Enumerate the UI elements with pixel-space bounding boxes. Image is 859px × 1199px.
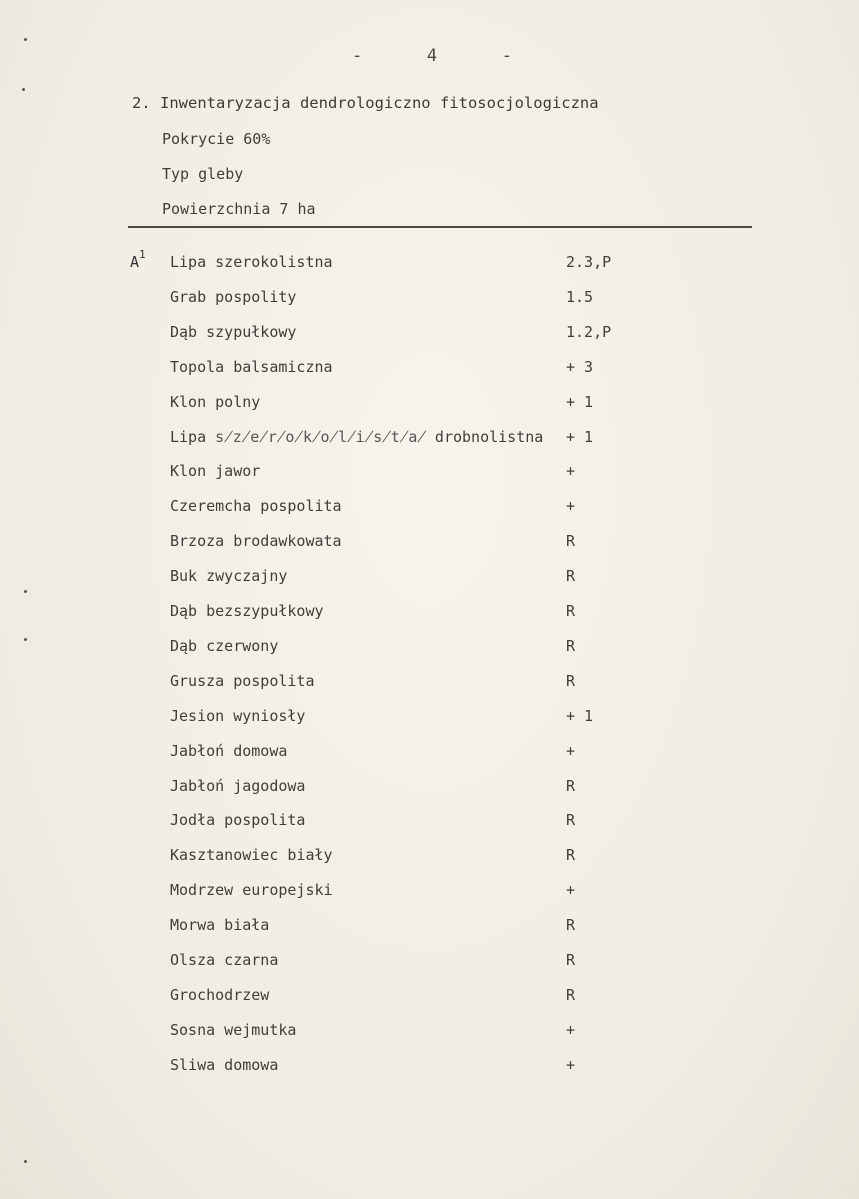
species-abundance-value: + <box>566 741 576 760</box>
species-name: Dąb szypułkowy <box>170 322 297 341</box>
species-abundance-value: R <box>566 532 576 551</box>
species-name: Klon polny <box>170 392 261 411</box>
species-name: Dąb bezszypułkowy <box>170 602 324 620</box>
species-abundance-value: R <box>566 846 576 865</box>
layer-marker-letter: A <box>130 253 140 271</box>
species-name: Topola balsamiczna <box>170 357 333 376</box>
struck-out-text: s̸z̸e̸r̸o̸k̸o̸l̸i̸s̸t̸a̸ <box>215 427 426 446</box>
species-name: Dąb czerwony <box>170 636 279 655</box>
species-abundance-value: 1.5 <box>566 287 594 306</box>
page-number-dash-right: - <box>501 46 512 66</box>
species-abundance-value: + <box>566 1055 576 1074</box>
species-row <box>0 846 859 868</box>
species-name: Sliwa domowa <box>170 1055 279 1074</box>
soil-type-line: Typ gleby <box>162 165 244 183</box>
area-line: Powierzchnia 7 ha <box>162 200 316 218</box>
species-row <box>0 916 859 938</box>
species-name: Grab pospolity <box>170 287 297 306</box>
species-abundance-value: 2.3,P <box>566 253 612 271</box>
species-name-part: drobnolistna <box>425 427 544 446</box>
species-name: Buk zwyczajny <box>170 567 288 586</box>
species-abundance-value: + <box>566 462 576 481</box>
species-abundance-value: R <box>566 636 576 655</box>
species-row <box>0 288 859 310</box>
species-name: Olsza czarna <box>170 951 279 969</box>
species-row <box>0 1021 859 1043</box>
page-number-value: 4 <box>426 46 438 66</box>
species-row <box>0 777 859 799</box>
species-abundance-value: + 3 <box>566 357 594 376</box>
species-name: Czeremcha pospolita <box>170 497 342 516</box>
coverage-line: Pokrycie 60% <box>162 130 271 148</box>
species-row <box>0 951 859 973</box>
species-abundance-value: R <box>566 985 576 1004</box>
species-abundance-value: R <box>566 776 576 795</box>
species-name: Morwa biała <box>170 916 270 935</box>
species-row <box>0 532 859 554</box>
species-name: Grochodrzew <box>170 985 270 1004</box>
species-abundance-value: + 1 <box>566 706 594 725</box>
species-row <box>0 602 859 624</box>
species-name: Kasztanowiec biały <box>170 846 333 865</box>
species-abundance-value: R <box>566 951 576 969</box>
punch-hole-mark <box>24 590 27 593</box>
species-row <box>0 248 859 275</box>
species-abundance-value: 1.2,P <box>566 322 612 341</box>
species-abundance-value: + 1 <box>566 427 594 446</box>
species-name: Jodła pospolita <box>170 811 306 830</box>
species-abundance-value: + <box>566 497 576 516</box>
species-row <box>0 986 859 1008</box>
species-row <box>0 358 859 380</box>
layer-marker-superscript: 1 <box>139 248 146 261</box>
species-abundance-value: R <box>566 567 576 586</box>
species-row <box>0 881 859 903</box>
divider-line <box>128 226 752 228</box>
species-abundance-value: R <box>566 811 576 830</box>
species-row <box>0 497 859 519</box>
punch-hole-mark <box>24 38 27 41</box>
species-abundance-value: R <box>566 602 576 620</box>
layer-marker <box>130 248 146 271</box>
species-name: Modrzew europejski <box>170 881 333 900</box>
species-name <box>170 428 543 446</box>
species-row <box>0 672 859 694</box>
species-name-part: Lipa <box>170 427 216 446</box>
species-name: Lipa szerokolistna <box>170 253 333 271</box>
species-name: Sosna wejmutka <box>170 1020 297 1039</box>
section-heading: 2. Inwentaryzacja dendrologiczno fitosocjologiczna <box>132 94 599 112</box>
punch-hole-mark <box>24 1160 27 1163</box>
species-name: Jabłoń domowa <box>170 741 288 760</box>
punch-hole-mark <box>22 88 25 91</box>
species-name: Grusza pospolita <box>170 671 315 690</box>
species-abundance-value: + <box>566 1020 576 1039</box>
species-abundance-value: + 1 <box>566 392 594 411</box>
species-name: Brzoza brodawkowata <box>170 532 342 551</box>
species-abundance-value: R <box>566 916 576 935</box>
species-row <box>0 323 859 345</box>
species-row <box>0 462 859 484</box>
species-row <box>0 707 859 729</box>
species-abundance-value: R <box>566 671 576 690</box>
page-number <box>352 46 512 66</box>
species-name: Jesion wyniosły <box>170 706 306 725</box>
species-name: Jabłoń jagodowa <box>170 776 306 795</box>
page-number-dash-left: - <box>352 46 363 66</box>
species-row <box>0 428 859 450</box>
species-row <box>0 1056 859 1078</box>
species-row <box>0 393 859 415</box>
species-abundance-value: + <box>566 881 576 900</box>
species-row <box>0 637 859 659</box>
species-row <box>0 811 859 833</box>
species-row <box>0 742 859 764</box>
species-row <box>0 567 859 589</box>
species-name: Klon jawor <box>170 462 261 481</box>
